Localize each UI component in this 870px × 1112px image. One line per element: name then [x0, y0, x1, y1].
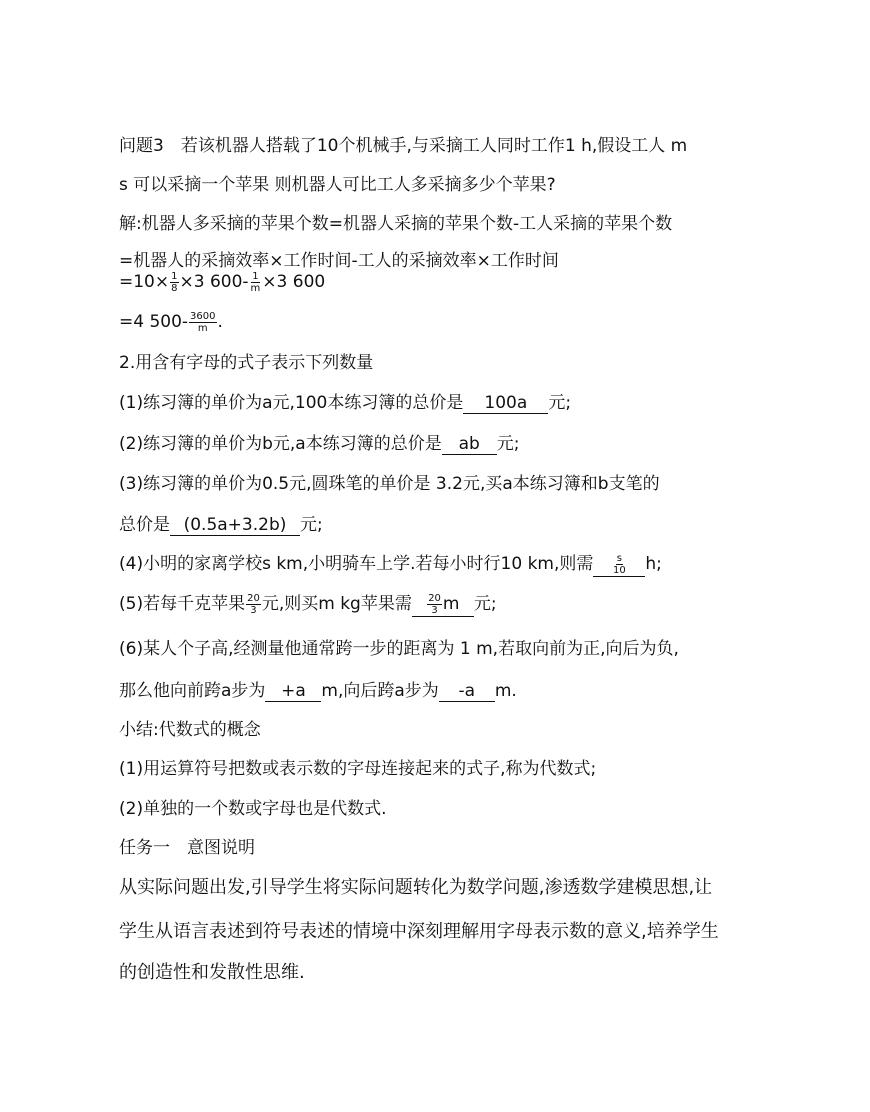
fraction-denominator: 10 — [613, 564, 626, 576]
question-text: 元; — [548, 393, 572, 413]
solution-line-1: 解:机器人多采摘的苹果个数=机器人采摘的苹果个数-工人采摘的苹果个数 — [119, 214, 673, 234]
summary-title: 小结:代数式的概念 — [119, 720, 261, 740]
fraction-numerator: 20 — [428, 592, 441, 604]
answer-blank: ab — [442, 435, 497, 455]
fraction-denominator: 3 — [431, 604, 438, 616]
question-text: (4)小明的家离学校s km,小明骑车上学.若每小时行10 km,则需 — [119, 554, 594, 574]
summary-item-1: (1)用运算符号把数或表示数的字母连接起来的式子,称为代数式; — [119, 759, 597, 779]
answer-blank: 100a — [463, 394, 548, 414]
question-text: m,向后跨a步为 — [321, 681, 439, 701]
solution-line-2: =机器人的采摘效率×工作时间-工人的采摘效率×工作时间 — [119, 251, 559, 271]
question-5 — [119, 590, 497, 618]
task-title: 任务一 意图说明 — [119, 838, 255, 858]
fraction-denominator: m — [197, 322, 208, 334]
answer-blank: (0.5a+3.2b) — [170, 516, 300, 536]
question-6-line-2 — [119, 680, 517, 702]
summary-item-2: (2)单独的一个数或字母也是代数式. — [119, 799, 387, 819]
question-3-line-1: (3)练习簿的单价为0.5元,圆珠笔的单价是 3.2元,买a本练习簿和b支笔的 — [119, 474, 660, 494]
question-text: h; — [645, 554, 662, 574]
task-paragraph-line-2: 学生从语言表述到符号表述的情境中深刻理解用字母表示数的意义,培养学生 — [119, 921, 719, 942]
task-paragraph-line-3: 的创造性和发散性思维. — [119, 962, 305, 983]
problem3-line-1: 问题3 若该机器人搭载了10个机械手,与采摘工人同时工作1 h,假设工人 m — [119, 136, 688, 156]
question-text: 元; — [496, 434, 520, 454]
question-2 — [119, 433, 519, 455]
fraction-numerator: 3600 — [190, 310, 216, 322]
question-text: (5)若每千克苹果 — [119, 594, 246, 614]
question-6-line-1: (6)某人个子高,经测量他通常跨一步的距离为 1 m,若取向前为正,向后为负, — [119, 639, 679, 659]
problem3-line-2: s 可以采摘一个苹果 则机器人可比工人多采摘多少个苹果? — [119, 175, 556, 195]
fraction-numerator: 1 — [171, 270, 178, 282]
answer-blank — [412, 592, 474, 617]
question-text: 总价是 — [119, 515, 170, 535]
solution-text: =10× — [119, 272, 170, 292]
fraction — [250, 271, 262, 294]
fraction-denominator: 3 — [250, 604, 257, 616]
question-text: 元; — [473, 594, 497, 614]
question-text: 那么他向前跨a步为 — [119, 681, 266, 701]
question-1 — [119, 392, 571, 414]
question-4 — [119, 550, 662, 578]
question-text: 元; — [300, 515, 323, 535]
section2-title: 2.用含有字母的式子表示下列数量 — [119, 353, 374, 373]
answer-blank: +a — [265, 682, 321, 702]
question-text: (2)练习簿的单价为b元,a本练习簿的总价是 — [119, 434, 442, 454]
fraction-denominator: m — [250, 282, 261, 294]
solution-text: ×3 600 — [262, 272, 326, 292]
fraction-numerator: 20 — [247, 592, 260, 604]
question-text: 元,则买m kg苹果需 — [261, 594, 412, 614]
question-text: (1)练习簿的单价为a元,100本练习簿的总价是 — [119, 393, 464, 413]
fraction — [612, 553, 627, 576]
answer-variable: m — [442, 594, 460, 614]
fraction — [427, 593, 442, 616]
solution-text: . — [217, 312, 223, 332]
solution-text: ×3 600- — [179, 272, 249, 292]
fraction-numerator: s — [616, 552, 622, 564]
solution-line-3 — [119, 268, 325, 296]
fraction — [189, 311, 216, 334]
solution-text: =4 500- — [119, 312, 189, 332]
question-text: m. — [494, 681, 517, 701]
fraction-numerator: 1 — [252, 270, 259, 282]
answer-blank — [593, 552, 645, 577]
task-paragraph-line-1: 从实际问题出发,引导学生将实际问题转化为数学问题,渗透数学建模思想,让 — [119, 877, 713, 898]
fraction — [246, 593, 261, 616]
fraction — [170, 271, 178, 294]
question-3-line-2 — [119, 514, 323, 536]
fraction-denominator: 8 — [171, 282, 178, 294]
solution-line-4 — [119, 308, 223, 336]
answer-blank: -a — [439, 682, 495, 702]
